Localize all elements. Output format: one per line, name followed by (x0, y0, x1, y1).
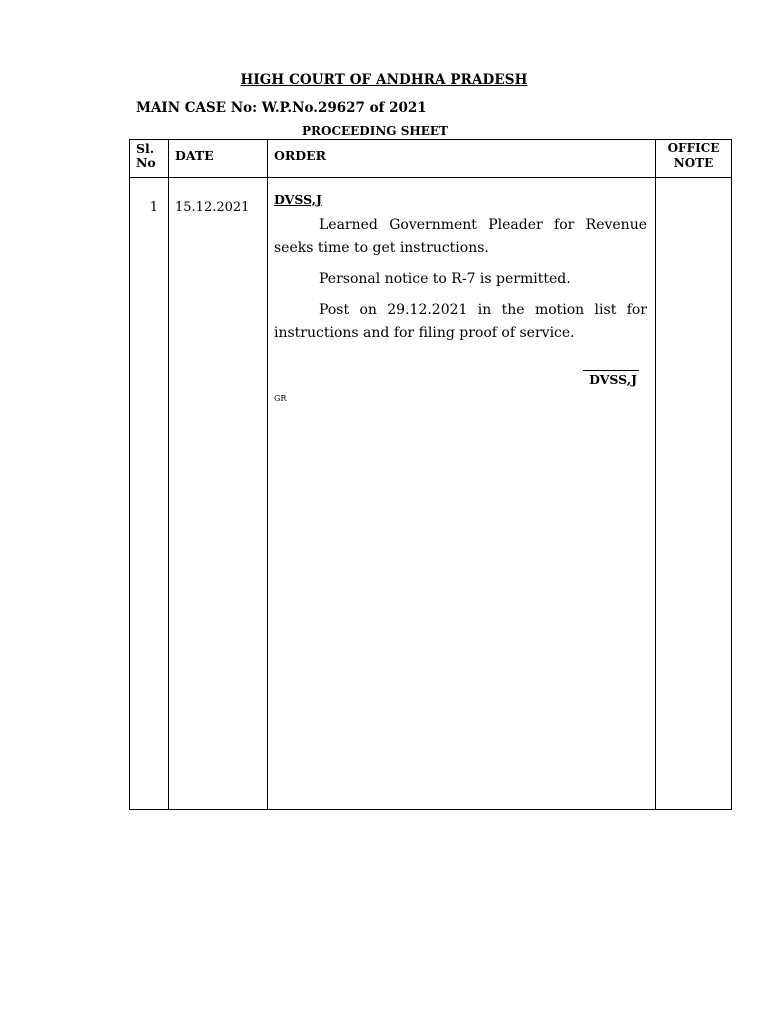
clerk-initials: GR (274, 394, 287, 403)
header-note-line2: NOTE (673, 156, 714, 170)
row-office-note (656, 178, 732, 810)
main-case-number: MAIN CASE No: W.P.No.29627 of 2021 (136, 100, 427, 116)
header-office-note (656, 140, 732, 178)
header-date: DATE (169, 140, 268, 178)
order-paragraph-3: Post on 29.12.2021 in the motion list for instructions and for filing proof of service. (274, 302, 647, 341)
signature-block (274, 369, 647, 392)
order-paragraph-2: Personal notice to R-7 is permitted. (319, 271, 571, 287)
court-title: HIGH COURT OF ANDHRA PRADESH (240, 72, 528, 88)
header-order: ORDER (268, 140, 656, 178)
order-paragraph-1: Learned Government Pleader for Revenue seeks time to get instructions. (274, 217, 647, 256)
header-note-line1: OFFICE (667, 141, 720, 155)
header-sl-line2: No (136, 155, 156, 170)
header-sl-line1: Sl. (136, 141, 155, 156)
header-sl-no (130, 140, 169, 178)
proceeding-table (129, 139, 732, 810)
sheet-title: PROCEEDING SHEET (302, 124, 448, 138)
judge-signature: DVSS,J (583, 370, 639, 387)
judge-name: DVSS,J (274, 192, 322, 207)
row-date: 15.12.2021 (169, 178, 268, 810)
row-order (268, 178, 656, 810)
table-header-row (130, 140, 732, 178)
table-row (130, 178, 732, 810)
row-sl-no: 1 (130, 178, 169, 810)
